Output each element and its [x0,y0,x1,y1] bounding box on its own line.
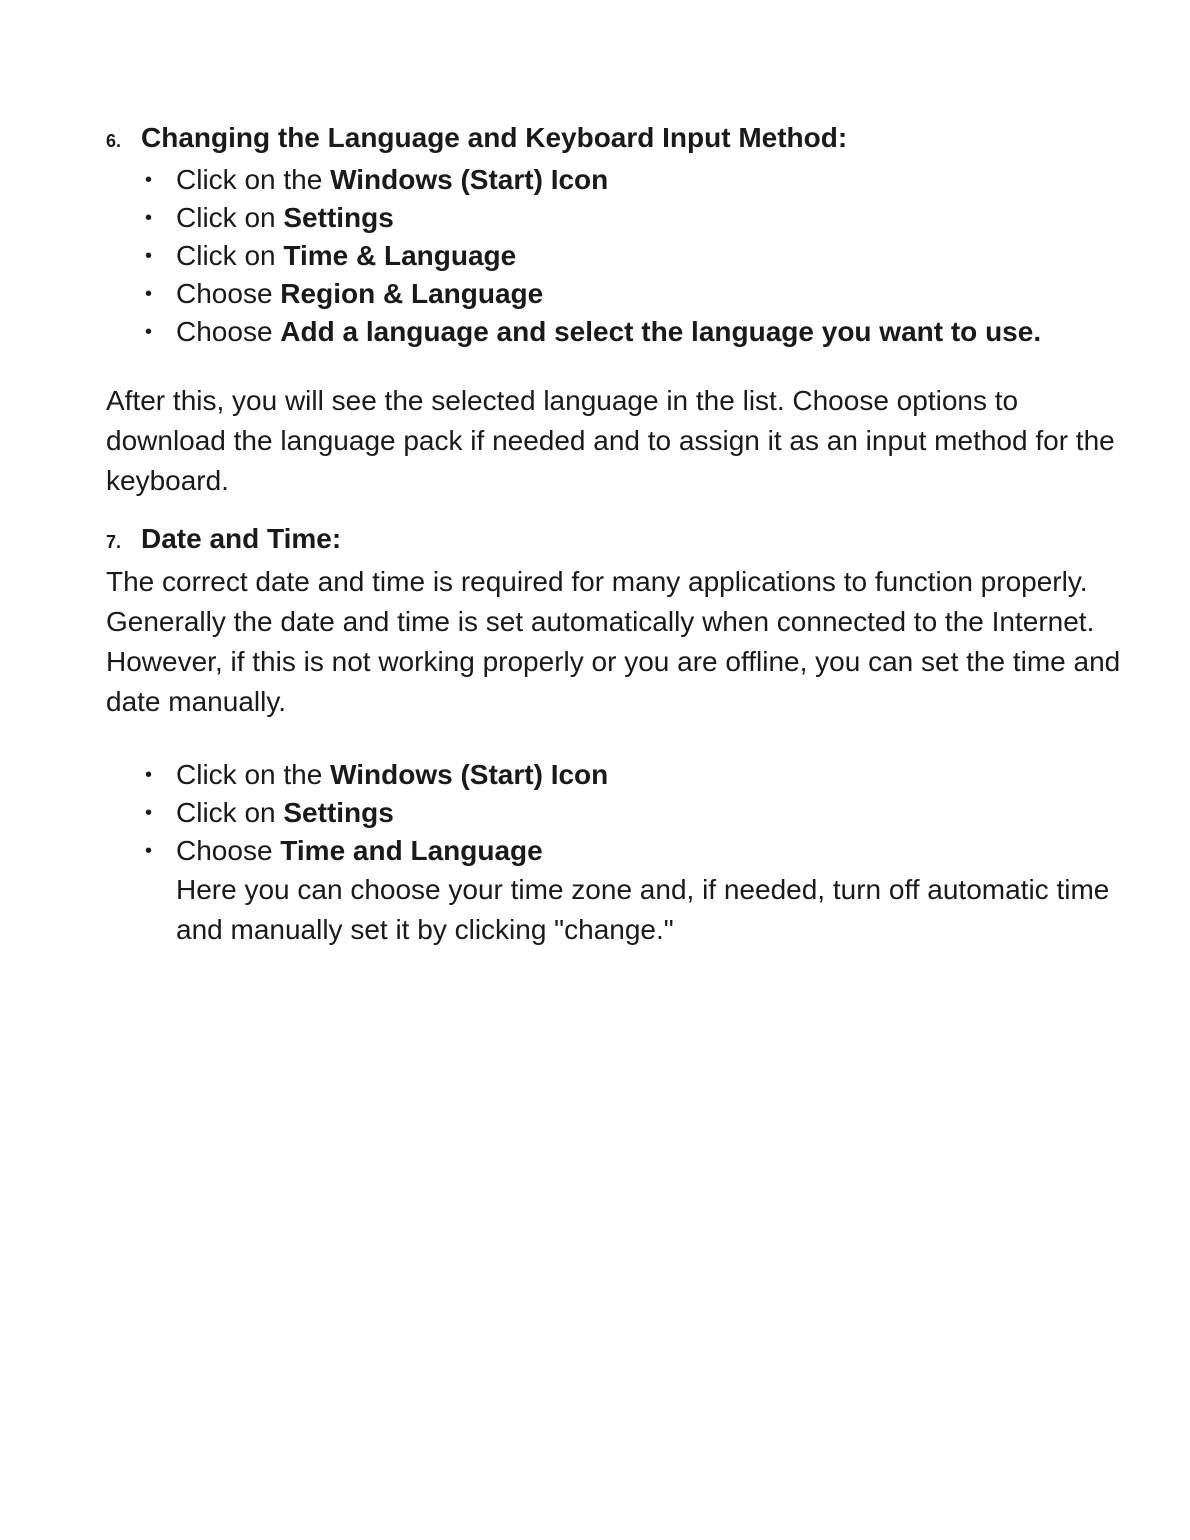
section-7-steps [106,756,1126,950]
section-7-number: 7. [106,532,122,552]
bullet-icon: • [145,169,153,191]
step-text: Click on the [176,759,331,790]
section-7-title: Date and Time: [141,523,342,554]
list-item [145,199,1126,237]
list-item [145,237,1126,275]
list-item [145,756,1126,794]
step-text: Click on the [176,164,331,195]
step-text: Choose [176,316,281,347]
step-text: Click on [176,240,284,271]
step-bold-text: Windows (Start) Icon [330,164,609,195]
section-6-number: 6. [106,131,122,151]
step-bold-text: Add a language and select the language you want to use. [280,316,1042,347]
bullet-icon: • [145,764,153,786]
section-6-steps [106,161,1126,349]
section-6-heading [106,118,1126,161]
step-bold-text: Windows (Start) Icon [330,759,609,790]
step-text: Choose [176,278,281,309]
bullet-icon: • [145,207,153,229]
list-item [145,313,1126,349]
step-bold-text: Time and Language [280,835,543,866]
section-7-heading [106,519,1126,562]
step-bold-text: Settings [283,202,394,233]
document-page [106,118,1126,950]
list-item [145,794,1126,832]
step-text: Click on [176,202,284,233]
list-item [145,832,1126,950]
bullet-icon: • [145,321,153,343]
list-item [145,161,1126,199]
bullet-icon: • [145,840,153,862]
section-6-paragraph: After this, you will see the selected language in the list. Choose options to download the language pack if needed and to assign it as an input method for the keyboard. [106,385,1115,496]
list-item [145,275,1126,313]
step-text: Choose [176,835,281,866]
step-text: Click on [176,797,284,828]
bullet-icon: • [145,802,153,824]
section-7-paragraph: The correct date and time is required for many applications to function properly. Generally the date and time is set automatically when connected to the Internet. However, if this is not working properly or you are offline, you can set the time and date manually. [106,566,1121,717]
section-6-title: Changing the Language and Keyboard Input Method: [141,122,848,153]
step-bold-text: Settings [283,797,394,828]
bullet-icon: • [145,283,153,305]
step-bold-text: Time & Language [283,240,517,271]
time-settings-note: Here you can choose your time zone and, if needed, turn off automatic time and manually set it by clicking "change." [176,874,1110,945]
bullet-icon: • [145,245,153,267]
step-bold-text: Region & Language [280,278,544,309]
